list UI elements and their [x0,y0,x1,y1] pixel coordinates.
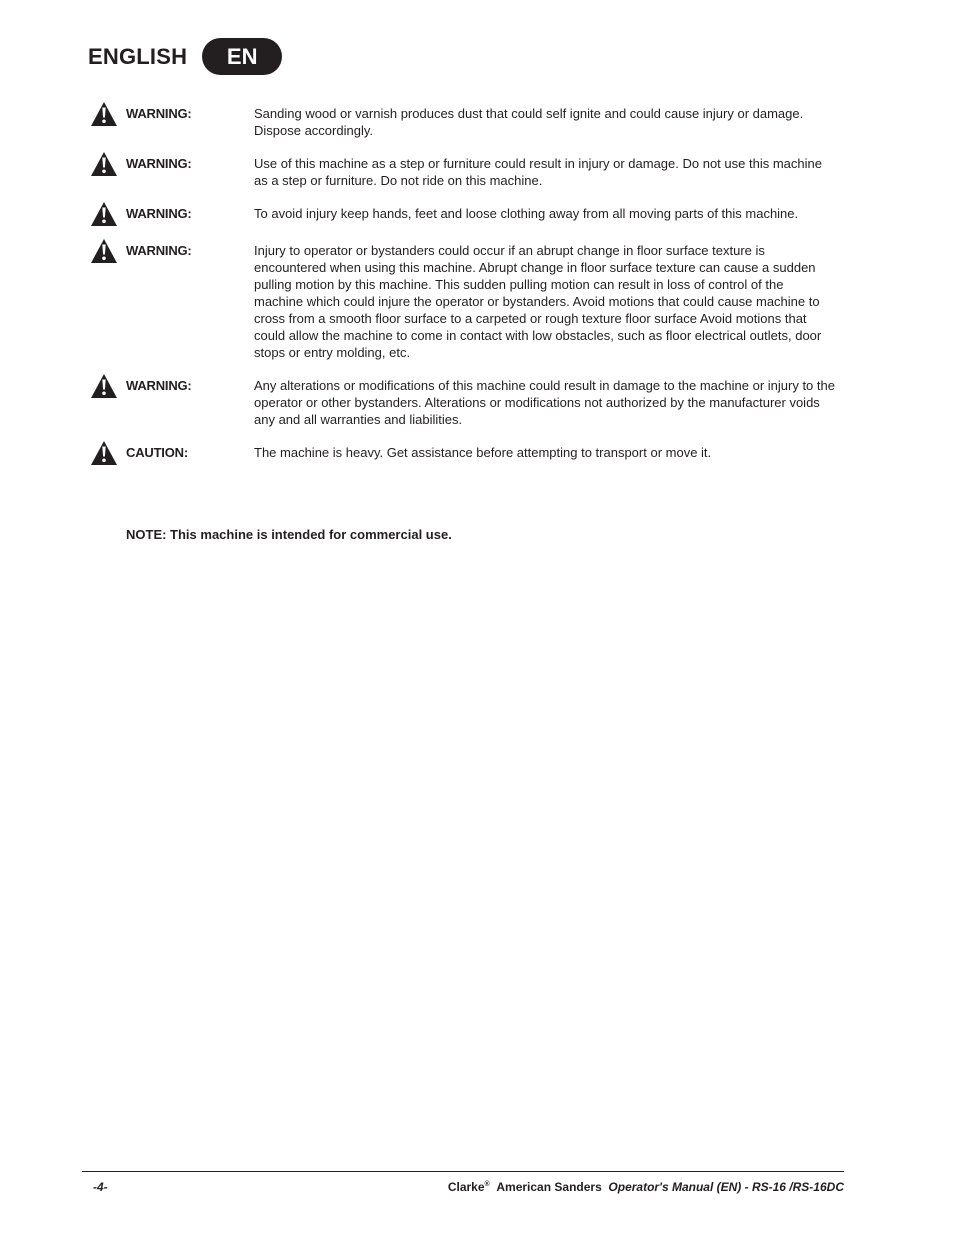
footer-divider [82,1171,844,1172]
notice-text: Injury to operator or bystanders could occur if an abrupt change in floor surface texture is encountered when using this machine. Abrupt change in floor surface texture can cause a sudden pulling motion by this machine. This sudden pulling motion can result in loss of control of the machine which could injure the operator or bystanders. Avoid motions that could cause machine to cross from a smooth floor surface to a carpeted or rough texture floor surface Avoid motions that could allow the machine to come in contact with low obstacles, such as floor electrical outlets, door stops or entry molding, etc. [254,243,822,360]
notice-item [90,205,835,226]
warning-triangle-icon [90,102,118,126]
footer-company: American Sanders [496,1180,602,1194]
language-badge: EN [202,38,282,75]
notice-label: WARNING: [126,243,192,258]
notice-text: The machine is heavy. Get assistance before attempting to transport or move it. [254,445,712,460]
warning-triangle-icon [90,239,118,263]
safety-notices [90,105,835,481]
notice-text: Any alterations or modifications of this machine could result in damage to the machine or injury to the operator or other bystanders. Alterations or modifications not authorized by the manufacturer voids any and all warranties and liabilities. [254,378,835,427]
warning-triangle-icon [90,152,118,176]
language-title: ENGLISH [88,43,188,69]
warning-triangle-icon [90,374,118,398]
notice-item [90,155,835,189]
notice-item [90,242,835,361]
notice-text: To avoid injury keep hands, feet and loose clothing away from all moving parts of this machine. [254,206,799,221]
notice-text: Sanding wood or varnish produces dust that could self ignite and could cause injury or damage. Dispose accordingly. [254,106,804,138]
page-number: -4- [93,1180,108,1194]
notice-label: WARNING: [126,378,192,393]
notice-item [90,377,835,428]
notice-label: CAUTION: [126,445,188,460]
notice-label: WARNING: [126,206,192,221]
warning-triangle-icon [90,441,118,465]
footer-manual-title: Operator's Manual (EN) - RS-16 /RS-16DC [608,1180,844,1194]
page-header [88,38,282,75]
notice-text: Use of this machine as a step or furniture could result in injury or damage. Do not use this machine as a step or furniture. Do not ride on this machine. [254,156,822,188]
notice-label: WARNING: [126,106,192,121]
footer-brand: Clarke [447,1180,485,1194]
notice-label: WARNING: [126,156,192,171]
notice-item [90,444,835,465]
commercial-use-note: NOTE: This machine is intended for commercial use. [126,527,452,542]
registered-mark: ® [484,1181,490,1188]
notice-item [90,105,835,139]
footer-title [448,1180,844,1194]
warning-triangle-icon [90,202,118,226]
